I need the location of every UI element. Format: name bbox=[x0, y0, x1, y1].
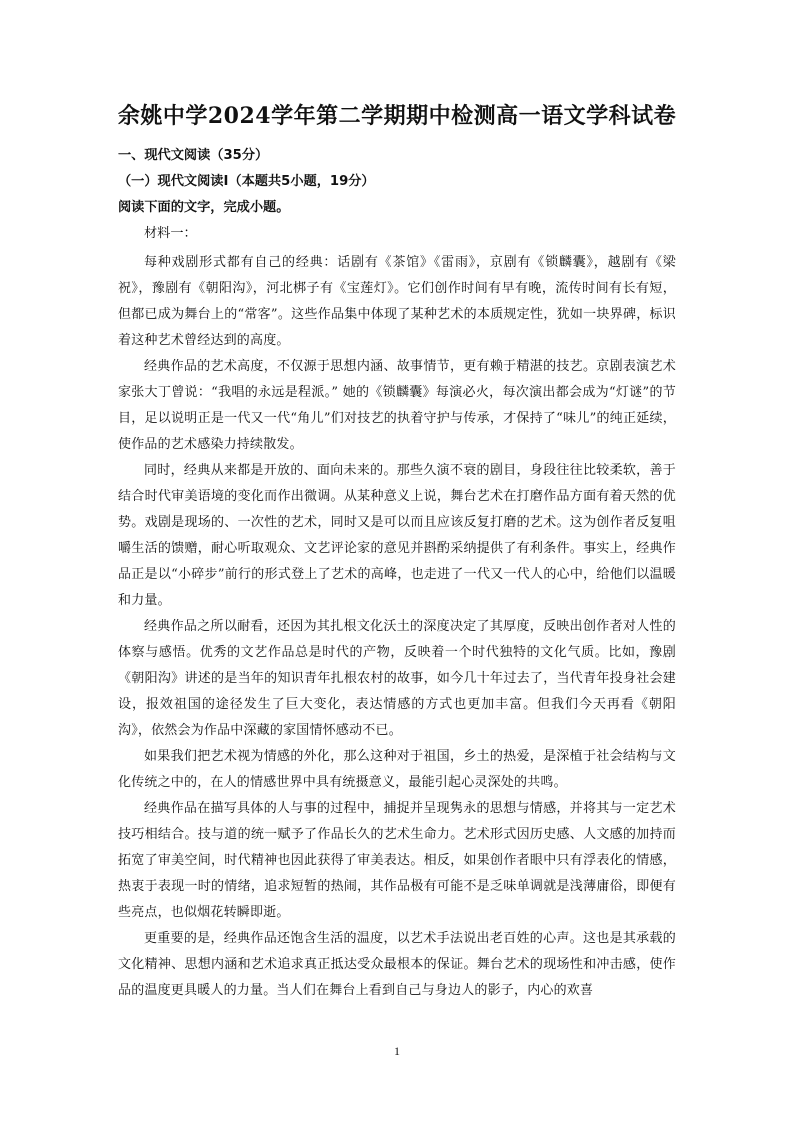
exam-title: 余姚中学2024学年第二学期期中检测高一语文学科试卷 bbox=[117, 103, 677, 129]
passage-paragraph-3: 同时，经典从来都是开放的、面向未来的。那些久演不衰的剧目，身段往往比较柔软，善于结合时代审美语境的变化而作出微调。从某种意义上说，舞台艺术在打磨作品方面有着天然的优势。戏剧是现场的、一次性的艺术，同时又是可以而且应该反复打磨的艺术。这为创作者反复咀嚼生活的馈赠，耐心听取观众、文艺评论家的意见并斟酌采纳提供了有利条件。事实上，经典作品正是以“小碎步”前行的形式登上了艺术的高峰，也走进了一代又一代人的心中，给他们以温暖和力量。 bbox=[118, 463, 676, 608]
section-heading: 一、现代文阅读（35分） bbox=[118, 148, 269, 163]
passage-paragraph-6: 经典作品在描写具体的人与事的过程中，捕捉并呈现隽永的思想与情感，并将其与一定艺术技巧相结合。技与道的统一赋予了作品长久的艺术生命力。艺术形式因历史感、人文感的加持而拓宽了审美空间，时代精神也因此获得了审美表达。相反，如果创作者眼中只有浮表化的情感，热衷于表现一时的情绪，追求短暂的热闹，其作品极有可能不是乏味单调就是浅薄庸俗，即便有些亮点，也似烟花转瞬即逝。 bbox=[118, 801, 676, 920]
reading-instruction: 阅读下面的文字，完成小题。 bbox=[118, 200, 290, 215]
passage-paragraph-1: 每种戏剧形式都有自己的经典：话剧有《茶馆》《雷雨》，京剧有《锁麟囊》，越剧有《梁祝》，豫剧有《朝阳沟》，河北梆子有《宝莲灯》。它们创作时间有早有晚，流传时间有长有短，但都已成为舞台上的“常客”。这些作品集中体现了某种艺术的本质规定性，犹如一块界碑，标识着这种艺术曾经达到的高度。 bbox=[118, 255, 676, 348]
passage-paragraph-2: 经典作品的艺术高度，不仅源于思想内涵、故事情节，更有赖于精湛的技艺。京剧表演艺术家张大丁曾说：“我唱的永远是程派。” 她的《锁麟囊》每演必火，每次演出都会成为“灯谜”的节目，足以说明正是一代又一代“角儿”们对技艺的执着守护与传承，才保持了“味儿”的纯正延续，使作品的艺术感染力持续散发。 bbox=[118, 359, 676, 452]
page-number: 1 bbox=[394, 1044, 400, 1058]
passage-paragraph-7: 更重要的是，经典作品还饱含生活的温度，以艺术手法说出老百姓的心声。这也是其承载的文化精神、思想内涵和艺术追求真正抵达受众最根本的保证。舞台艺术的现场性和冲击感，使作品的温度更具暖人的力量。当人们在舞台上看到自己与身边人的影子，内心的欢喜 bbox=[118, 931, 676, 998]
passage-paragraph-5: 如果我们把艺术视为情感的外化，那么这种对于祖国，乡土的热爱，是深植于社会结构与文化传统之中的，在人的情感世界中具有统摄意义，最能引起心灵深处的共鸣。 bbox=[118, 749, 676, 790]
passage-paragraph-4: 经典作品之所以耐看，还因为其扎根文化沃土的深度决定了其厚度，反映出创作者对人性的体察与感悟。优秀的文艺作品总是时代的产物，反映着一个时代独特的文化气质。比如，豫剧《朝阳沟》讲述的是当年的知识青年扎根农村的故事，如今几十年过去了，当代青年投身社会建设，报效祖国的途径发生了巨大变化，表达情感的方式也更加丰富。但我们今天再看《朝阳沟》，依然会为作品中深藏的家国情怀感动不已。 bbox=[118, 619, 676, 738]
subsection-heading: （一）现代文阅读Ⅰ（本题共5小题，19分） bbox=[118, 174, 375, 189]
reading-passage bbox=[118, 250, 676, 1004]
material-label: 材料一： bbox=[144, 226, 197, 241]
